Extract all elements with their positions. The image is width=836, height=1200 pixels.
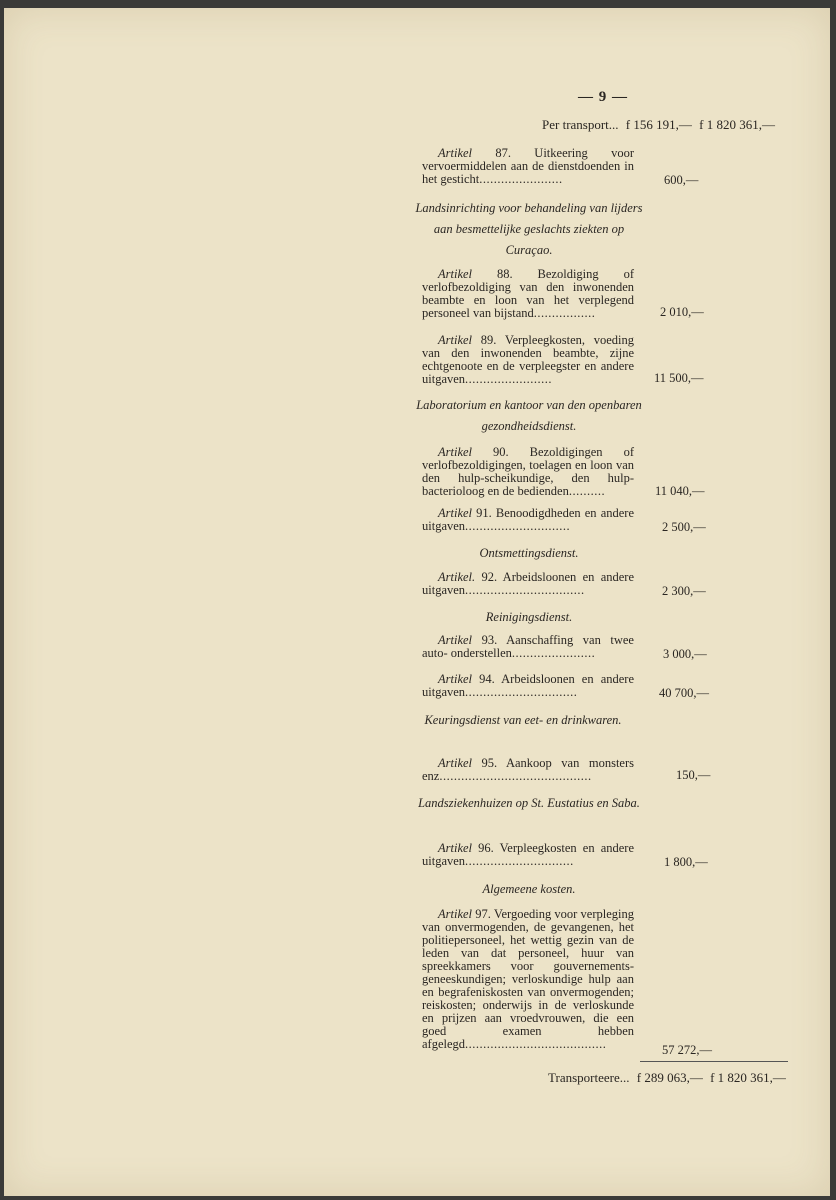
article-96-amount: 1 800,— bbox=[664, 855, 708, 869]
article-87-amount: 600,— bbox=[664, 173, 699, 187]
footer-label: Transporteere... bbox=[548, 1070, 630, 1085]
header-amount-1: f 156 191,— bbox=[625, 117, 692, 132]
article-88-amount: 2 010,— bbox=[660, 305, 704, 319]
total-rule bbox=[640, 1061, 788, 1062]
article-93-amount: 3 000,— bbox=[663, 647, 707, 661]
article-label: Artikel bbox=[438, 506, 473, 520]
article-96: Artikel 96. Verpleegkosten en andere uitgaven.............................. bbox=[422, 841, 634, 868]
article-89: Artikel 89. Verpleegkosten, voeding van den inwonenden beambte, zijne echtgenoote en de verpleegster en andere uitgaven........................ bbox=[422, 333, 634, 386]
section-heading-landsinrichting: Landsinrichting voor behandeling van lijders aan besmettelijke geslachts ziekten op Curaçao. bbox=[415, 201, 643, 257]
article-95: Artikel 95. Aankoop van monsters enz.......................................... bbox=[422, 756, 634, 783]
article-text: 94. Arbeidsloonen en andere uitgaven bbox=[422, 672, 634, 699]
article-text: 91. Benoodigdheden en andere uitgaven bbox=[422, 506, 634, 533]
article-text: 87. Uitkeering voor vervoermiddelen aan de dienstdoenden in het gesticht bbox=[422, 146, 634, 186]
article-text: 88. Bezoldiging of verlofbezoldiging van den inwonenden beambte en loon van het verplegend personeel van bijstand bbox=[422, 267, 634, 320]
article-text: 96. Verpleegkosten en andere uitgaven bbox=[422, 841, 634, 868]
article-label: Artikel. bbox=[438, 570, 476, 584]
section-heading-keuringsdienst: Keuringsdienst van eet- en drinkwaren. bbox=[424, 713, 622, 727]
article-90: Artikel 90. Bezoldigingen of verlofbezoldigingen, toelagen en loon van den hulp-scheikundige, den hulp-bacterioloog en de bedienden.......... bbox=[422, 445, 634, 498]
document-page bbox=[4, 8, 830, 1196]
article-94-amount: 40 700,— bbox=[659, 686, 709, 700]
article-label: Artikel bbox=[438, 267, 473, 281]
header-amount-2: f 1 820 361,— bbox=[699, 117, 775, 132]
section-heading-landsziekenhuizen: Landsziekenhuizen op St. Eustatius en Saba. bbox=[418, 796, 640, 810]
carry-forward-footer bbox=[548, 1070, 790, 1086]
article-92-amount: 2 300,— bbox=[662, 584, 706, 598]
section-heading-laboratorium: Laboratorium en kantoor van den openbaren gezondheidsdienst. bbox=[416, 398, 642, 433]
footer-amount-1: f 289 063,— bbox=[636, 1070, 703, 1085]
article-label: Artikel bbox=[438, 672, 473, 686]
article-text: 92. Arbeidsloonen en andere uitgaven bbox=[422, 570, 634, 597]
article-text: 95. Aankoop van monsters enz bbox=[422, 756, 634, 783]
article-89-amount: 11 500,— bbox=[654, 371, 704, 385]
article-87: Artikel 87. Uitkeering voor vervoermiddelen aan de dienstdoenden in het gesticht....................... bbox=[422, 146, 634, 186]
header-label: Per transport... bbox=[542, 117, 619, 132]
page-number: — 9 — bbox=[578, 89, 628, 105]
article-label: Artikel bbox=[438, 907, 473, 921]
article-text: 89. Verpleegkosten, voeding van den inwonenden beambte, zijne echtgenoote en de verpleegster en andere uitgaven bbox=[422, 333, 634, 386]
article-label: Artikel bbox=[438, 841, 473, 855]
article-text: 93. Aanschaffing van twee auto- onderstellen bbox=[422, 633, 634, 660]
article-92: Artikel. 92. Arbeidsloonen en andere uitgaven................................. bbox=[422, 570, 634, 597]
section-heading-ontsmettingsdienst: Ontsmettingsdienst. bbox=[479, 546, 579, 560]
article-90-amount: 11 040,— bbox=[655, 484, 705, 498]
article-label: Artikel bbox=[438, 633, 473, 647]
article-label: Artikel bbox=[438, 146, 473, 160]
article-text: 97. Vergoeding voor verpleging van onvermogenden, de gevangenen, het politiepersoneel, het wettig gezin van de leden van dat personeel, huur van spreekkamers voor gouvernements-geneeskundigen; verloskundige hulp aan en begrafeniskosten van onvermogenden; reiskosten; onderwijs in de verloskunde en prijzen aan vroedvrouwen, die een goed examen hebben afgelegd bbox=[422, 907, 634, 1051]
article-88: Artikel 88. Bezoldiging of verlofbezoldiging van den inwonenden beambte en loon van het verplegend personeel van bijstand................. bbox=[422, 267, 634, 320]
article-94: Artikel 94. Arbeidsloonen en andere uitgaven............................... bbox=[422, 672, 634, 699]
carry-forward-header bbox=[542, 117, 779, 133]
section-heading-reinigingsdienst: Reinigingsdienst. bbox=[485, 610, 573, 624]
article-93: Artikel 93. Aanschaffing van twee auto- onderstellen....................... bbox=[422, 633, 634, 660]
article-text: 90. Bezoldigingen of verlofbezoldigingen, toelagen en loon van den hulp-scheikundige, den hulp-bacterioloog en de bedienden bbox=[422, 445, 634, 498]
article-91: Artikel 91. Benoodigdheden en andere uitgaven............................. bbox=[422, 506, 634, 533]
article-97: Artikel 97. Vergoeding voor verpleging van onvermogenden, de gevangenen, het politiepersoneel, het wettig gezin van de leden van dat personeel, huur van spreekkamers voor gouvernements-geneeskundigen; verloskundige hulp aan en begrafeniskosten van onvermogenden; reiskosten; onderwijs in de verloskunde en prijzen aan vroedvrouwen, die een goed examen hebben afgelegd....................................... bbox=[422, 907, 634, 1051]
article-label: Artikel bbox=[438, 756, 473, 770]
article-label: Artikel bbox=[438, 445, 473, 459]
article-91-amount: 2 500,— bbox=[662, 520, 706, 534]
article-label: Artikel bbox=[438, 333, 473, 347]
article-95-amount: 150,— bbox=[676, 768, 711, 782]
section-heading-algemeene-kosten: Algemeene kosten. bbox=[482, 882, 576, 896]
article-97-amount: 57 272,— bbox=[662, 1043, 712, 1057]
footer-amount-2: f 1 820 361,— bbox=[710, 1070, 786, 1085]
